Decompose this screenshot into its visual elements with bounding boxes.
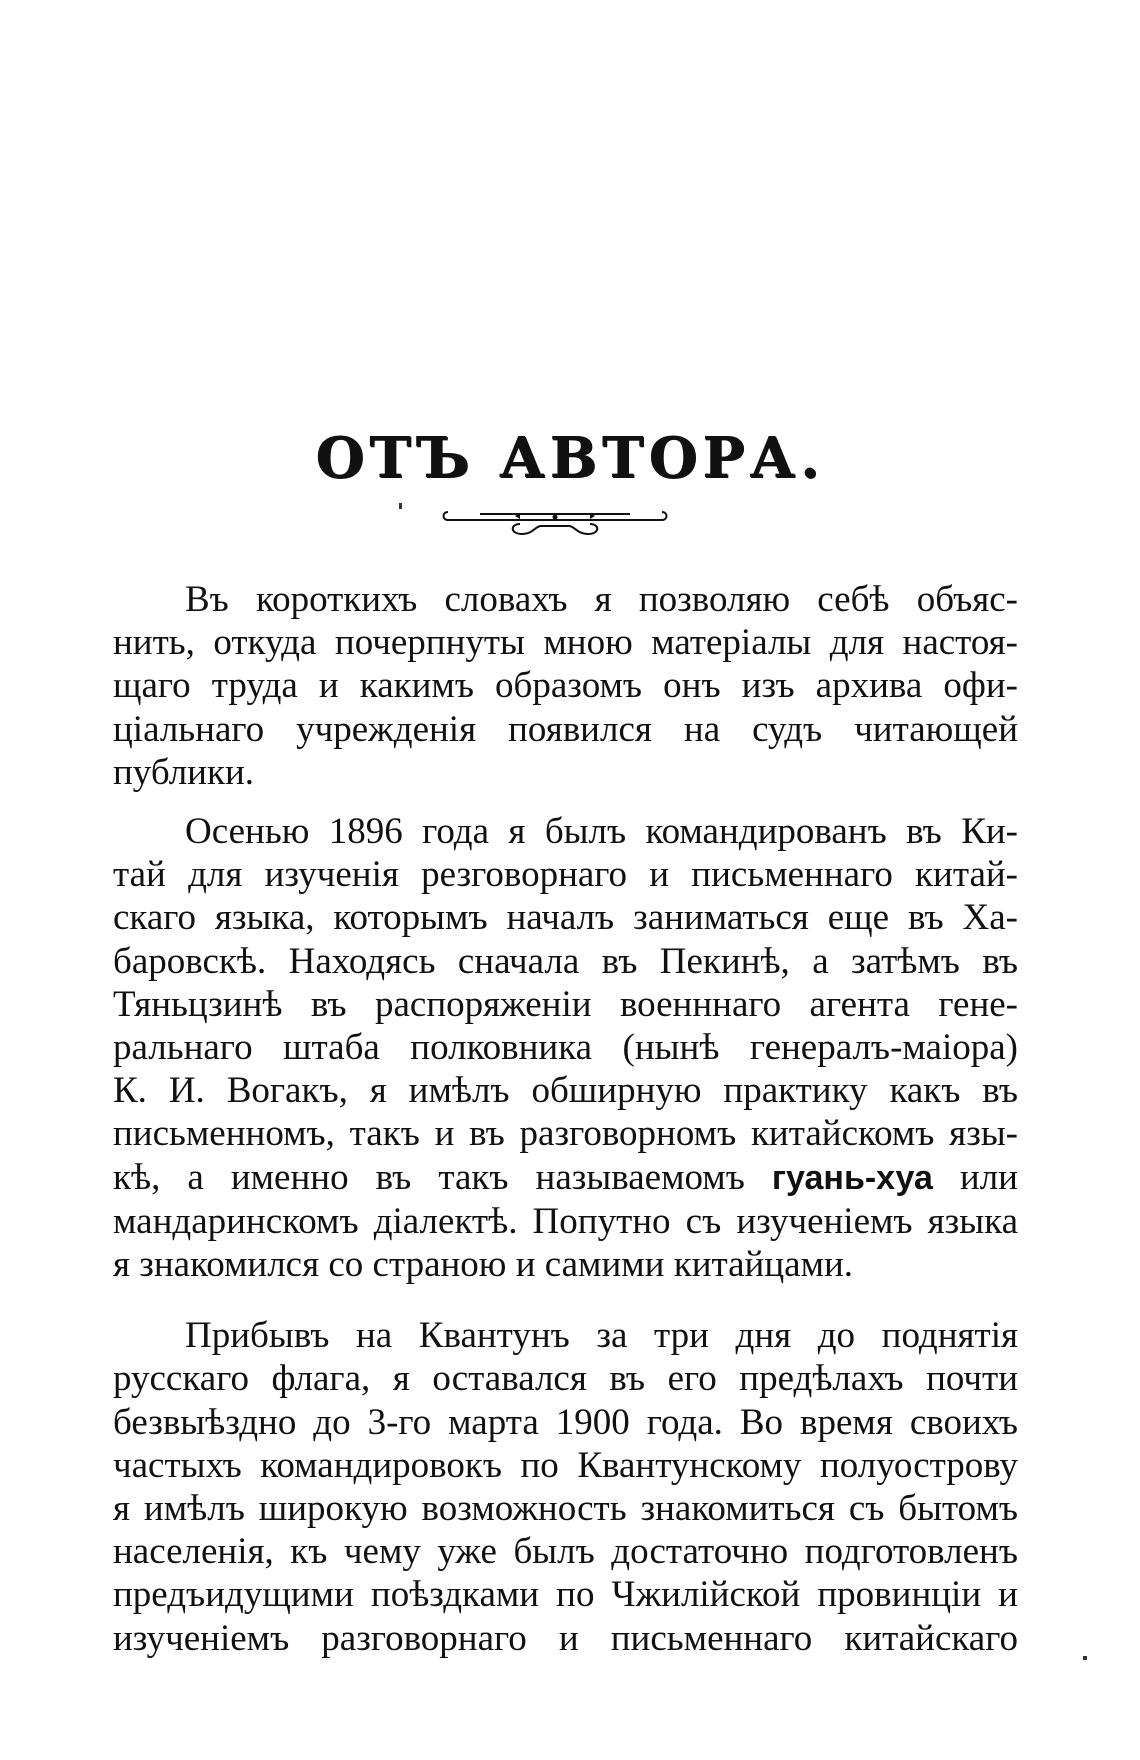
text-line: я имѣлъ широкую возможность знакомиться съ бытомъ	[113, 1488, 1018, 1530]
text-line: баровскѣ. Находясь сначала въ Пекинѣ, а затѣмъ въ	[113, 940, 1018, 982]
term-guan-hua: гуань-хуа	[771, 1158, 933, 1197]
scan-speck	[399, 503, 402, 509]
text-line: ральнаго штаба полковника (нынѣ генералъ-маіора)	[113, 1027, 1018, 1069]
text-line: письменномъ, такъ и въ разговорномъ китайскомъ язы-	[113, 1113, 1018, 1155]
paragraph-2	[113, 810, 1018, 1286]
text-line: Прибывъ на Квантунъ за три дня до поднятія	[185, 1315, 1018, 1357]
text-line: Тяньцзинѣ въ распоряженіи военннаго агента гене-	[113, 983, 1018, 1025]
text-line: безвыѣздно до 3-го марта 1900 года. Во время своихъ	[113, 1401, 1018, 1443]
text-line: щаго труда и какимъ образомъ онъ изъ архива офи-	[113, 665, 1018, 707]
text-line: Осенью 1896 года я былъ командированъ въ Ки-	[185, 811, 1018, 853]
paragraph-1	[113, 578, 1018, 794]
text-line: мандаринскомъ діалектѣ. Попутно съ изученіемъ языка	[113, 1200, 1018, 1242]
text-line: изученіемъ разговорнаго и письменнаго китайскаго	[113, 1617, 1018, 1659]
text-line: нить, откуда почерпнуты мною матеріалы для настоя-	[113, 622, 1018, 664]
text-line: я знакомился со страною и самими китайцами.	[113, 1244, 854, 1286]
text-line: населенія, къ чему уже былъ достаточно подготовленъ	[113, 1531, 1018, 1573]
text-line: публики.	[113, 751, 255, 793]
line-text-after-term: или	[959, 1156, 1018, 1198]
text-line: ціальнаго учрежденія появился на судъ читающей	[113, 708, 1018, 750]
page-title: ОТЪ АВТОРА.	[315, 425, 825, 491]
title-ornament	[440, 502, 670, 542]
scan-speck	[1083, 1656, 1087, 1660]
text-line: частыхъ командировокъ по Квантунскому полуострову	[113, 1444, 1018, 1486]
paragraph-3	[113, 1314, 1018, 1660]
text-line: К. И. Вогакъ, я имѣлъ обширную практику какъ въ	[113, 1070, 1018, 1112]
text-line: Въ короткихъ словахъ я позволяю себѣ объяс-	[185, 579, 1018, 620]
text-line: тай для изученія резговорнаго и письменнаго китай-	[113, 854, 1018, 896]
body-text	[113, 578, 1018, 1660]
text-line: предъидущими поѣздками по Чжилійской провинціи и	[113, 1574, 1018, 1616]
text-line: русскаго флага, я оставался въ его предѣлахъ почти	[113, 1358, 1018, 1400]
text-line: скаго языка, которымъ началъ заниматься еще въ Ха-	[113, 897, 1018, 939]
text-line-with-term	[113, 1156, 1018, 1200]
line-text: кѣ, а именно въ такъ называемомъ	[113, 1156, 745, 1198]
